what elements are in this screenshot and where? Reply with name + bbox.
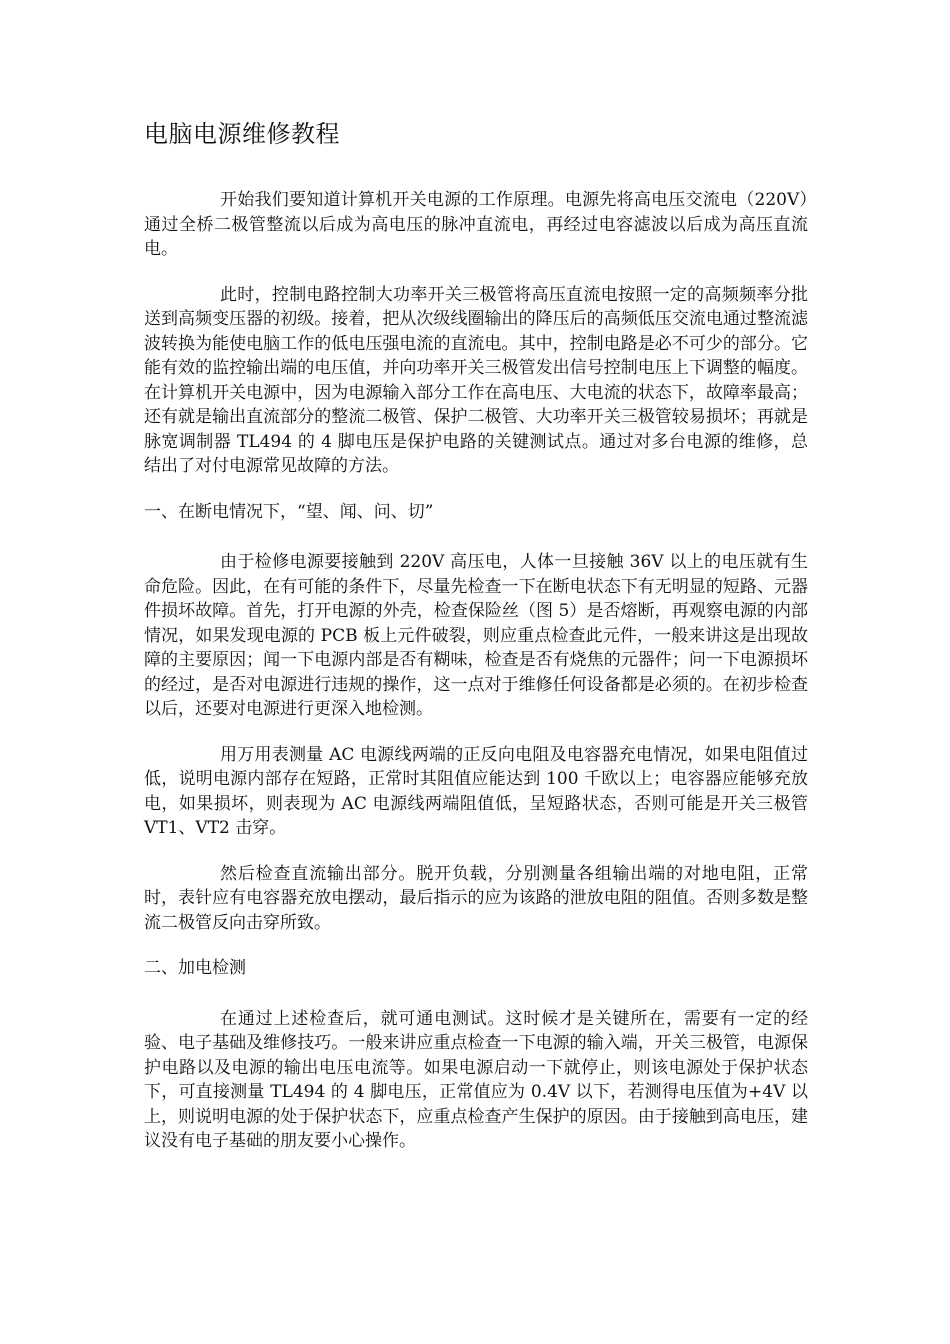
paragraph-intro: 开始我们要知道计算机开关电源的工作原理。电源先将高电压交流电（220V）通过全桥二极管整流以后成为高电压的脉冲直流电，再经过电容滤波以后成为高压直流电。	[144, 190, 808, 259]
paragraph-control-circuit: 此时，控制电路控制大功率开关三极管将高压直流电按照一定的高频频率分批送到高频变压器的初级。接着，把从次级线圈输出的降压后的高频低压交流电通过整流滤波转换为能使电脑工作的低电压强电流的直流电。其中，控制电路是必不可少的部分。它能有效的监控输出端的电压值，并向功率开关三极管发出信号控制电压上下调整的幅度。在计算机开关电源中，因为电源输入部分工作在高电压、大电流的状态下，故障率最高；还有就是输出直流部分的整流二极管、保护二极管、大功率开关三极管较易损坏；再就是脉宽调制器 TL494 的 4 脚电压是保护电路的关键测试点。通过对多台电源的维修，总结出了对付电源常见故障的方法。	[144, 284, 808, 476]
document-title: 电脑电源维修教程	[144, 120, 340, 148]
paragraph-power-off-inspection: 由于检修电源要接触到 220V 高压电，人体一旦接触 36V 以上的电压就有生命危险。因此，在有可能的条件下，尽量先检查一下在断电状态下有无明显的短路、元器件损坏故障。首先，打开电源的外壳，检查保险丝（图 5）是否熔断，再观察电源的内部情况，如果发现电源的 PCB 板上元件破裂，则应重点检查此元件，一般来讲这是出现故障的主要原因；闻一下电源内部是否有糊味，检查是否有烧焦的元器件；问一下电源损坏的经过，是否对电源进行违规的操作，这一点对于维修任何设备都是必须的。在初步检查以后，还要对电源进行更深入地检测。	[144, 552, 808, 719]
section-heading-power-on: 二、加电检测	[144, 958, 246, 978]
section-heading-power-off: 一、在断电情况下，“望、闻、问、切”	[144, 501, 434, 522]
paragraph-dc-output-check: 然后检查直流输出部分。脱开负载，分别测量各组输出端的对地电阻，正常时，表针应有电容器充放电摆动，最后指示的应为该路的泄放电阻的阻值。否则多数是整流二极管反向击穿所致。	[144, 863, 808, 933]
paragraph-power-on-test: 在通过上述检查后，就可通电测试。这时候才是关键所在，需要有一定的经验、电子基础及维修技巧。一般来讲应重点检查一下电源的输入端，开关三极管，电源保护电路以及电源的输出电压电流等。如果电源启动一下就停止，则该电源处于保护状态下，可直接测量 TL494 的 4 脚电压，正常值应为 0.4V 以下，若测得电压值为+4V 以上，则说明电源的处于保护状态下，应重点检查产生保护的原因。由于接触到高电压，建议没有电子基础的朋友要小心操作。	[144, 1008, 808, 1151]
paragraph-multimeter-test: 用万用表测量 AC 电源线两端的正反向电阻及电容器充电情况，如果电阻值过低，说明电源内部存在短路，正常时其阻值应能达到 100 千欧以上；电容器应能够充放电，如果损坏，则表现为 AC 电源线两端阻值低，呈短路状态，否则可能是开关三极管 VT1、VT2 击穿。	[144, 744, 808, 838]
document-body	[144, 118, 808, 1175]
